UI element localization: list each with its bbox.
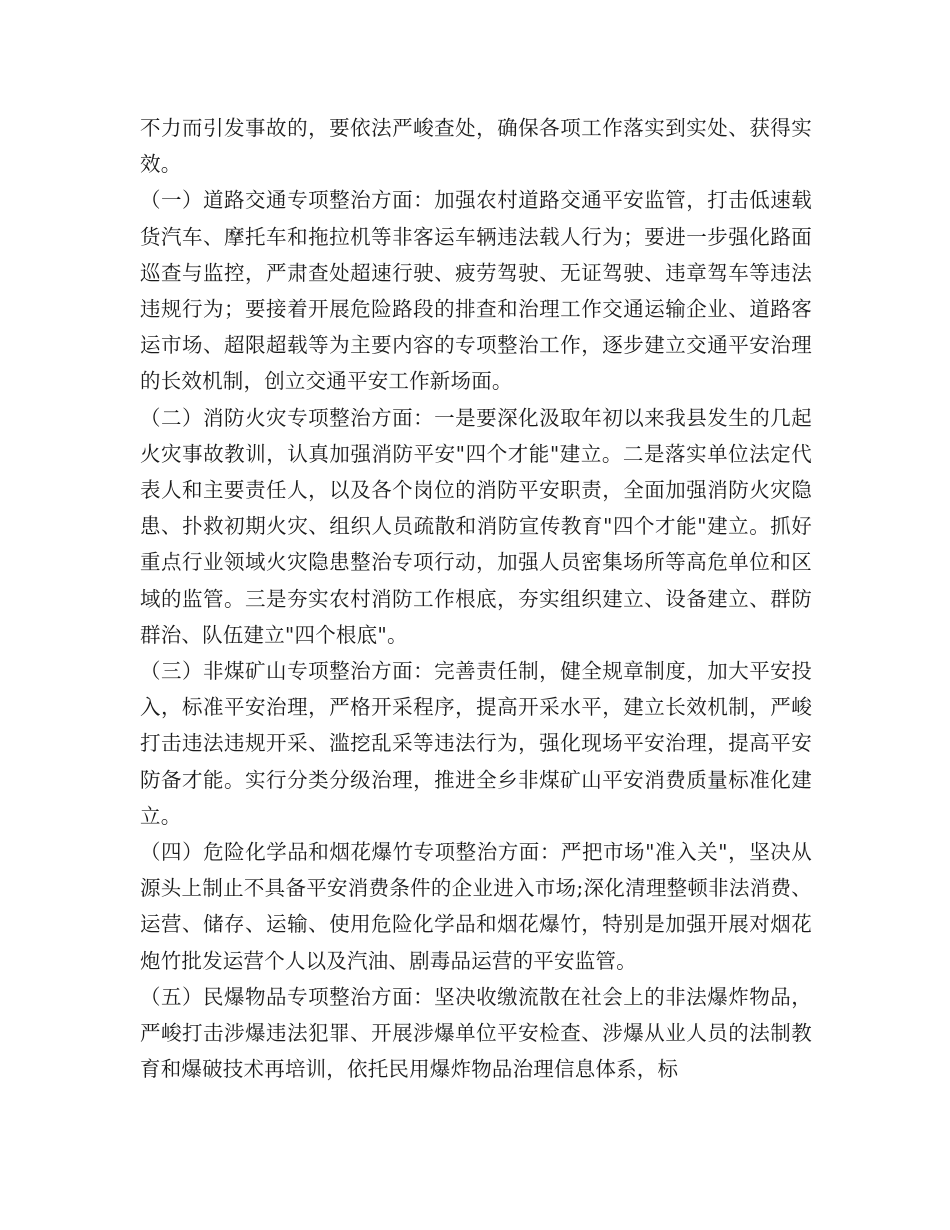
paragraph-fire-safety: （二）消防火灾专项整治方面：一是要深化汲取年初以来我县发生的几起火灾事故教训，认真加强消防平安"四个才能"建立。二是落实单位法定代表人和主要责任人，以及各个岗位的消防平安职责，全面加强消防火灾隐患、扑救初期火灾、组织人员疏散和消防宣传教育"四个才能"建立。抓好重点行业领域火灾隐患整治专项行动，加强人员密集场所等高危单位和区域的监管。三是夯实农村消防工作根底，夯实组织建立、设备建立、群防群治、队伍建立"四个根底"。 [140, 405, 812, 647]
document-body [140, 110, 812, 1087]
paragraph-civil-explosives: （五）民爆物品专项整治方面：坚决收缴流散在社会上的非法爆炸物品，严峻打击涉爆违法犯罪、开展涉爆单位平安检查、涉爆从业人员的法制教育和爆破技术再培训，依托民用爆炸物品治理信息体系，标 [140, 984, 812, 1082]
paragraph-road-traffic: （一）道路交通专项整治方面：加强农村道路交通平安监管，打击低速载货汽车、摩托车和拖拉机等非客运车辆违法载人行为；要进一步强化路面巡查与监控，严肃查处超速行驶、疲劳驾驶、无证驾驶、违章驾车等违法违规行为；要接着开展危险路段的排查和治理工作交通运输企业、道路客运市场、超限超载等为主要内容的专项整治工作，逐步建立交通平安治理的长效机制，创立交通平安工作新场面。 [140, 188, 812, 394]
paragraph-non-coal-mines: （三）非煤矿山专项整治方面：完善责任制，健全规章制度，加大平安投入，标准平安治理，严格开采程序，提高开采水平，建立长效机制，严峻打击违法违规开采、滥挖乱采等违法行为，强化现场平安治理，提高平安防备才能。实行分类分级治理，推进全乡非煤矿山平安消费质量标准化建立。 [140, 659, 812, 828]
paragraph-hazardous-chemicals: （四）危险化学品和烟花爆竹专项整治方面：严把市场"准入关"，坚决从源头上制止不具备平安消费条件的企业进入市场;深化清理整顿非法消费、运营、储存、运输、使用危险化学品和烟花爆竹，特别是加强开展对烟花炮竹批发运营个人以及汽油、剧毒品运营的平安监管。 [140, 840, 812, 973]
paragraph-intro: 不力而引发事故的，要依法严峻查处，确保各项工作落实到实处、获得实效。 [140, 116, 812, 177]
